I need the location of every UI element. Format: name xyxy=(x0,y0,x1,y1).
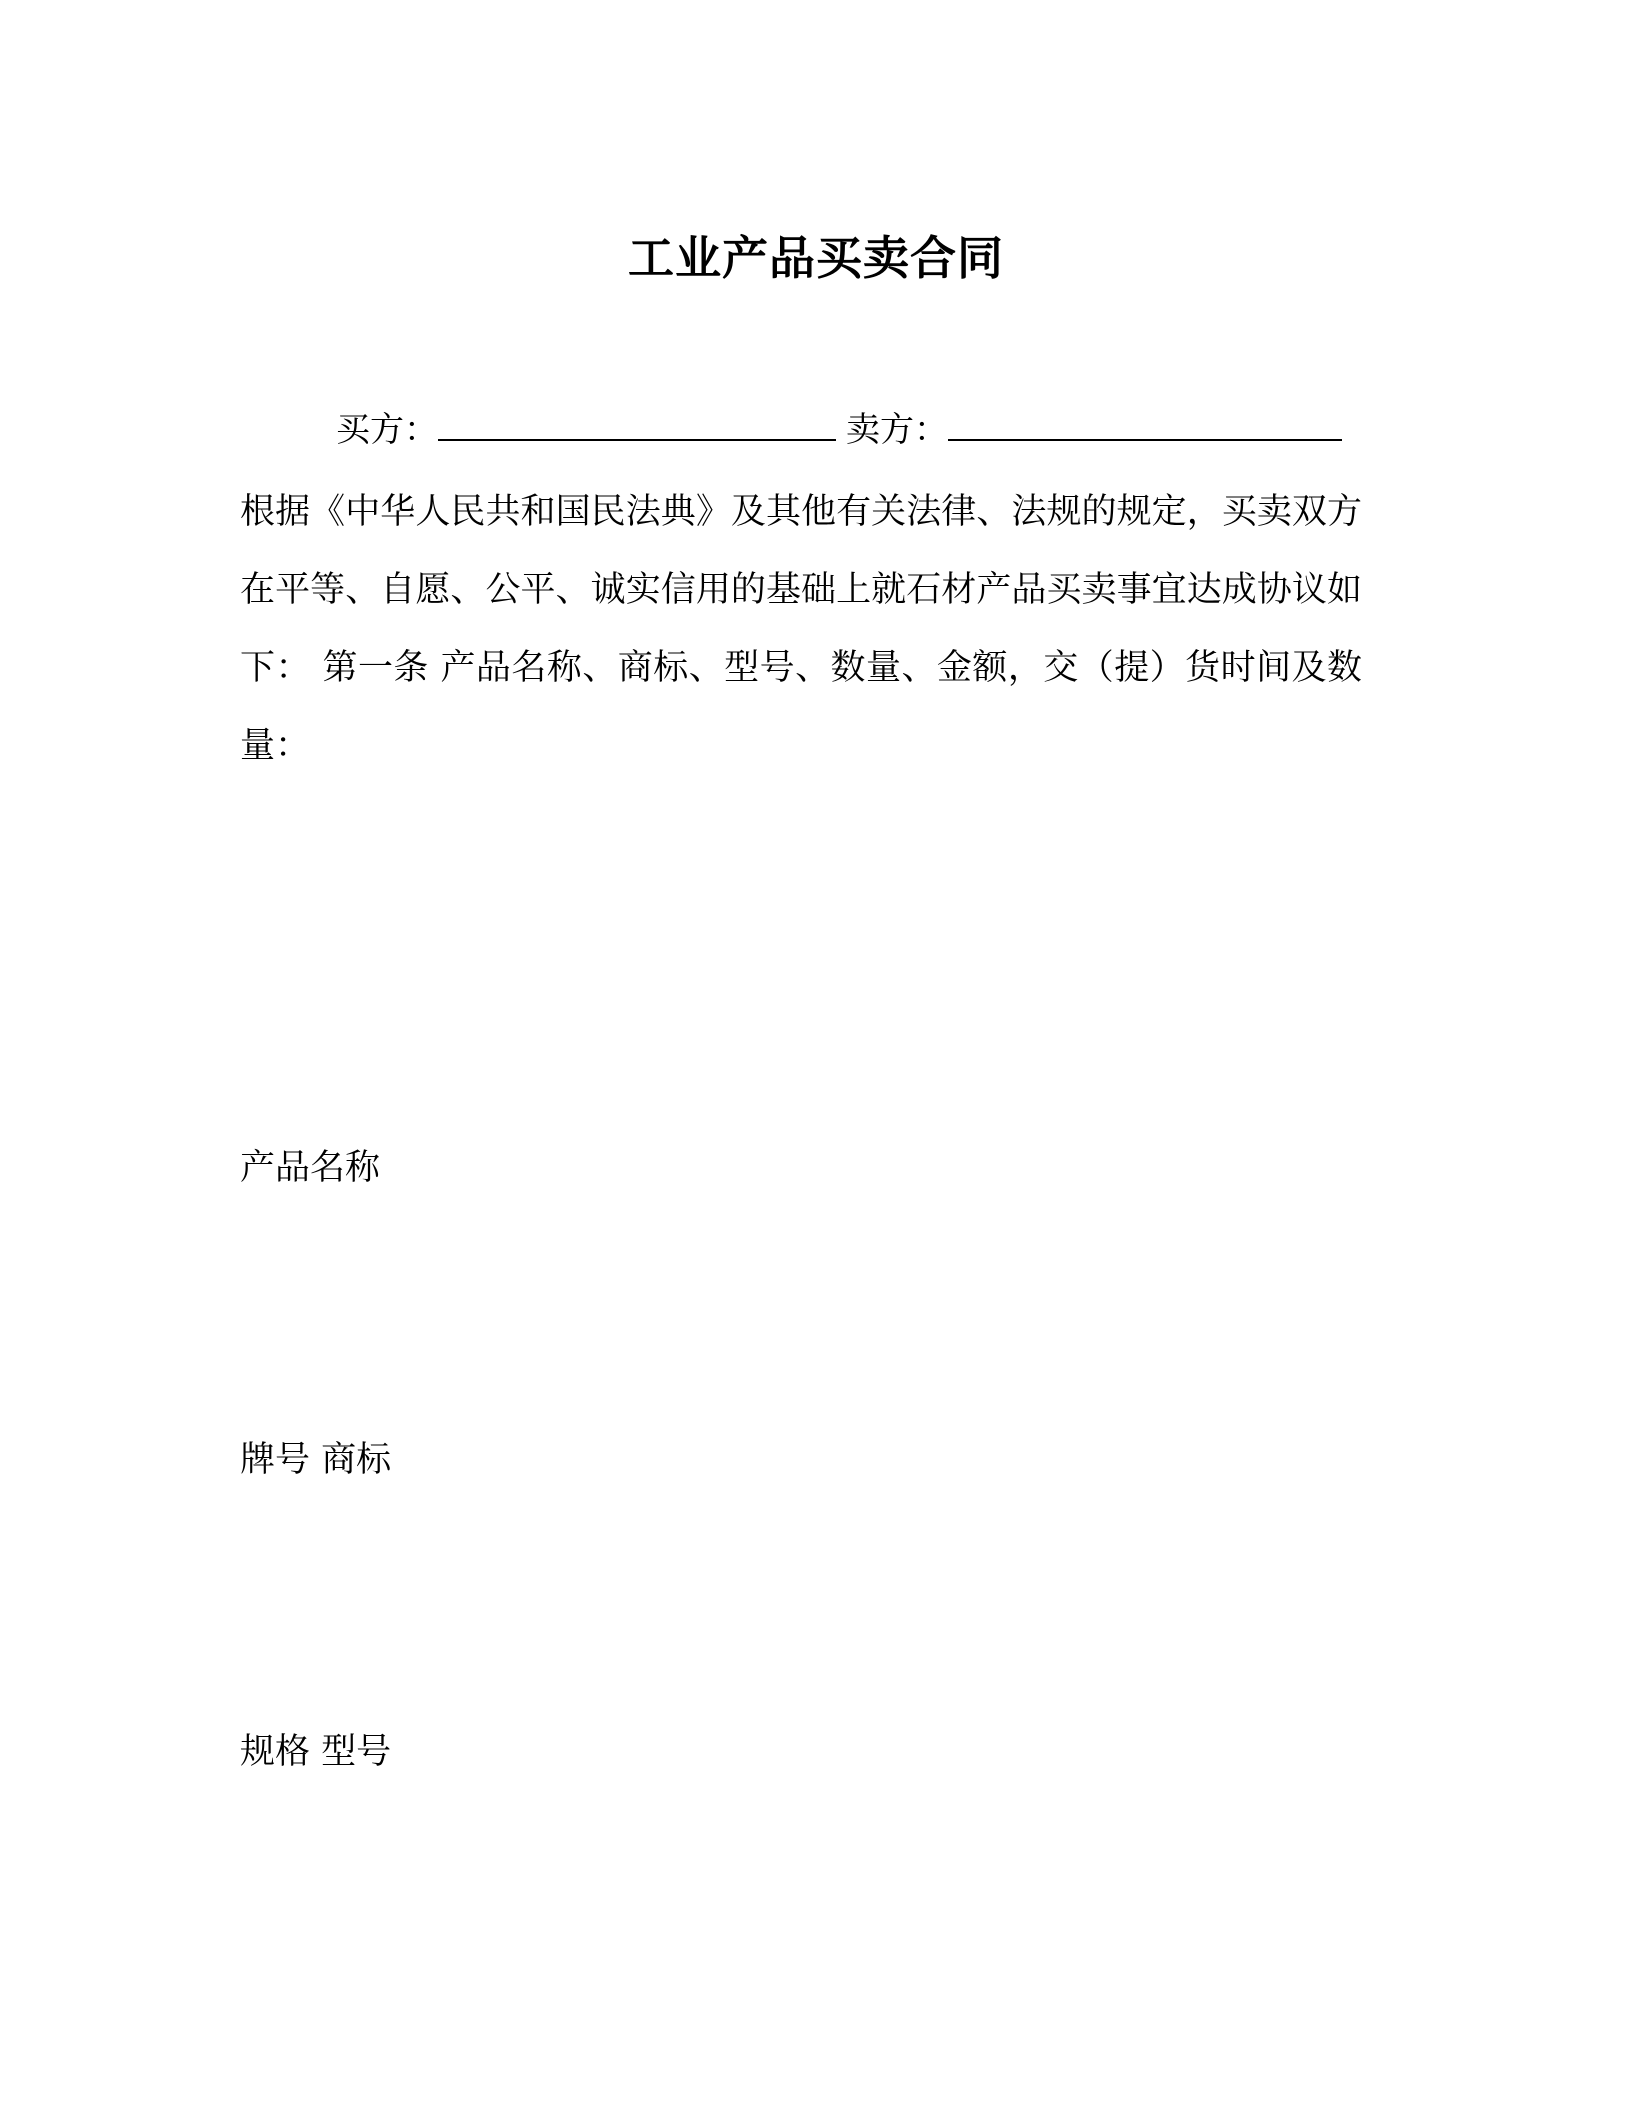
field-spec-model: 规格 型号 xyxy=(240,1732,392,1772)
buyer-blank-line xyxy=(438,405,836,441)
field-brand-trademark: 牌号 商标 xyxy=(240,1440,392,1480)
field-product-name: 产品名称 xyxy=(240,1148,381,1188)
seller-blank-line xyxy=(948,405,1342,441)
parties-line xyxy=(336,404,1342,456)
contract-title: 工业产品买卖合同 xyxy=(628,231,1004,285)
buyer-label: 买方： xyxy=(336,410,438,450)
seller-label: 卖方： xyxy=(846,410,948,450)
contract-preamble: 根据《中华人民共和国民法典》及其他有关法律、法规的规定，买卖双方在平等、自愿、公平、诚实信用的基础上就石材产品买卖事宜达成协议如下： 第一条 产品名称、商标、型号、数量、金额，交（提）货时间及数量： xyxy=(240,492,1362,766)
